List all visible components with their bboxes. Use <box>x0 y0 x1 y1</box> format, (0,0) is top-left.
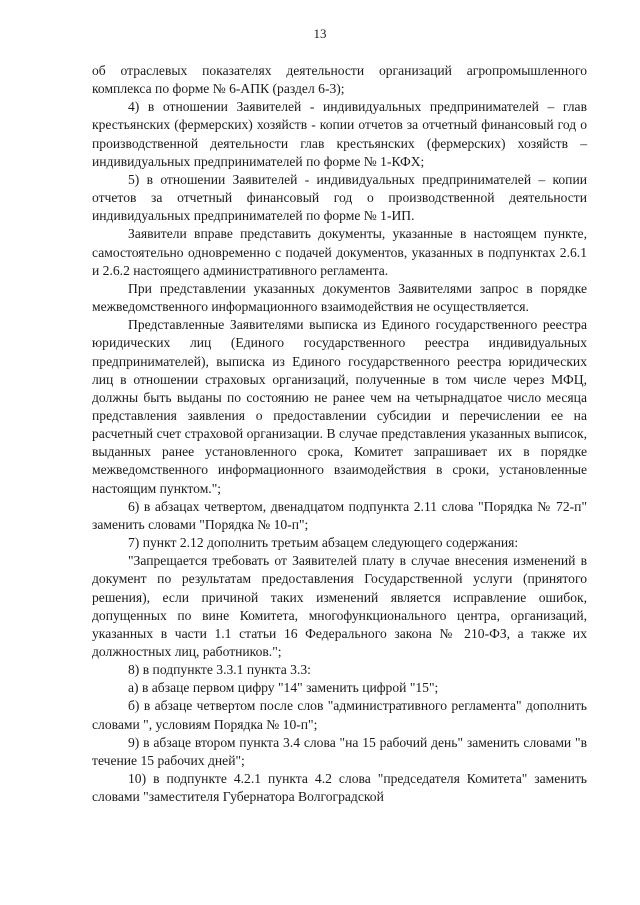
paragraph-item-7: 7) пункт 2.12 дополнить третьим абзацем следующего содержания: <box>128 535 519 551</box>
paragraph-item-6: 6) в абзацах четвертом, двенадцатом подпункта 2.11 слова "Порядка № 72-п" заменить словами "Порядка № 10-п"; <box>92 498 587 532</box>
paragraph-extracts: Представленные Заявителями выписка из Единого государственного реестра юридических лиц (Единого государственного реестра индивидуальных предпринимателей), выписка из Единого государственного реестра юридических лиц в отношении страховых организаций, полученные в том числе через МФЦ, должны быть выданы по состоянию не ранее чем на четырнадцатое число месяца представления заявления о предоставлении субсидии и перечислении ее на расчетный счет страховой организации. В случае представления указанных выписок, выданных ранее установленного срока, Комитет запрашивает их в порядке межведомственного информационного взаимодействия в сроки, установленные настоящим пунктом."; <box>92 317 587 496</box>
paragraph-continuation: об отраслевых показателях деятельности организаций агропромышленного комплекса по форме № 6-АПК (раздел 6-3); <box>92 63 587 97</box>
paragraph-item-8a: а) в абзаце первом цифру "14" заменить цифрой "15"; <box>128 680 439 696</box>
paragraph-item-8b: б) в абзаце четвертом после слов "административного регламента" дополнить словами ", условиям Порядка № 10-п"; <box>92 698 587 732</box>
paragraph-applicants-right: Заявители вправе представить документы, указанные в настоящем пункте, самостоятельно одновременно с подачей документов, указанных в подпунктах 2.6.1 и 2.6.2 настоящего административного регламента. <box>92 226 587 278</box>
document-body <box>92 62 587 806</box>
paragraph-item-10: 10) в подпункте 4.2.1 пункта 4.2 слова "председателя Комитета" заменить словами "заместителя Губернатора Волгоградской <box>92 771 587 805</box>
paragraph-item-5: 5) в отношении Заявителей - индивидуальных предпринимателей – копии отчетов за отчетный финансовый год о производственной деятельности индивидуальных предпринимателей по форме № 1-ИП. <box>92 171 587 224</box>
paragraph-quoted-prohibition: "Запрещается требовать от Заявителей плату в случае внесения изменений в документ по результатам предоставления Государственной услуги (принятого решения), если причиной таких изменений является исправление ошибок, допущенных по вине Комитета, многофункционального центра, организаций, указанных в части 1.1 статьи 16 Федерального закона № 210-ФЗ, а также их должностных лиц, работников."; <box>92 553 587 659</box>
page-number: 13 <box>313 26 327 41</box>
paragraph-item-9: 9) в абзаце втором пункта 3.4 слова "на 15 рабочий день" заменить словами "в течение 15 рабочих дней"; <box>92 734 587 768</box>
paragraph-item-8: 8) в подпункте 3.3.1 пункта 3.3: <box>128 662 311 678</box>
paragraph-no-request: При представлении указанных документов Заявителями запрос в порядке межведомственного информационного взаимодействия не осуществляется. <box>92 280 587 315</box>
paragraph-item-4: 4) в отношении Заявителей - индивидуальных предпринимателей – глав крестьянских (фермерских) хозяйств - копии отчетов за отчетный финансовый год о производственной деятельности глав крестьянских (фермерских) хозяйств – индивидуальных предпринимателей по форме № 1-КФХ; <box>92 99 587 169</box>
